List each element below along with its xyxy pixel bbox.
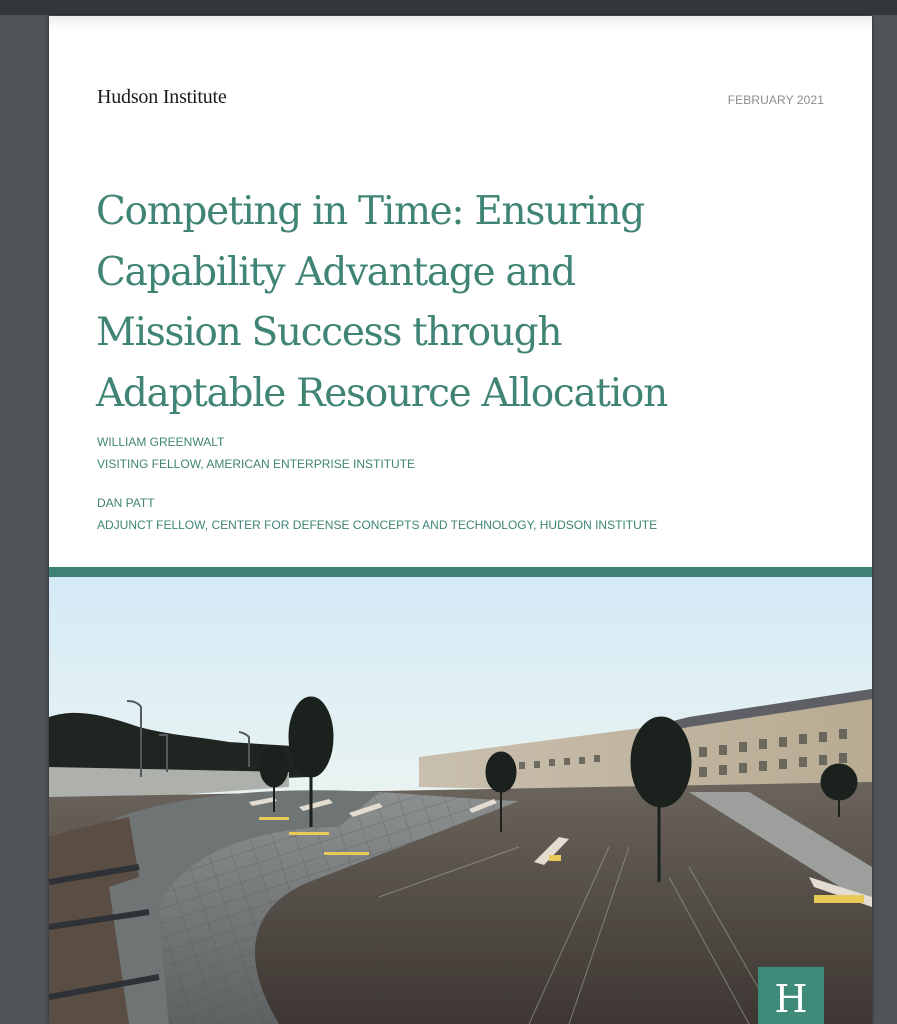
organization-name: Hudson Institute	[97, 86, 227, 108]
publication-date: FEBRUARY 2021	[727, 93, 824, 107]
document-page	[49, 16, 872, 1024]
title-line: Mission Success through	[96, 310, 562, 355]
title-line: Capability Advantage and	[96, 249, 575, 295]
hudson-logo	[758, 967, 824, 1024]
title-line: Adaptable Resource Allocation	[96, 370, 667, 416]
author-block	[97, 492, 657, 536]
author-name: DAN PATT	[97, 496, 155, 510]
title-line: Competing in Time: Ensuring	[96, 189, 644, 234]
logo-letter: H	[774, 977, 808, 1021]
accent-band	[49, 567, 872, 577]
author-name: WILLIAM GREENWALT	[97, 435, 225, 449]
author-affiliation: ADJUNCT FELLOW, CENTER FOR DEFENSE CONCEPTS AND TECHNOLOGY, HUDSON INSTITUTE	[97, 518, 658, 532]
cover-photo	[49, 577, 872, 1024]
author-affiliation: VISITING FELLOW, AMERICAN ENTERPRISE INSTITUTE	[97, 457, 416, 471]
viewer-toolbar	[0, 0, 897, 15]
author-block	[97, 431, 415, 475]
document-title	[96, 182, 796, 424]
